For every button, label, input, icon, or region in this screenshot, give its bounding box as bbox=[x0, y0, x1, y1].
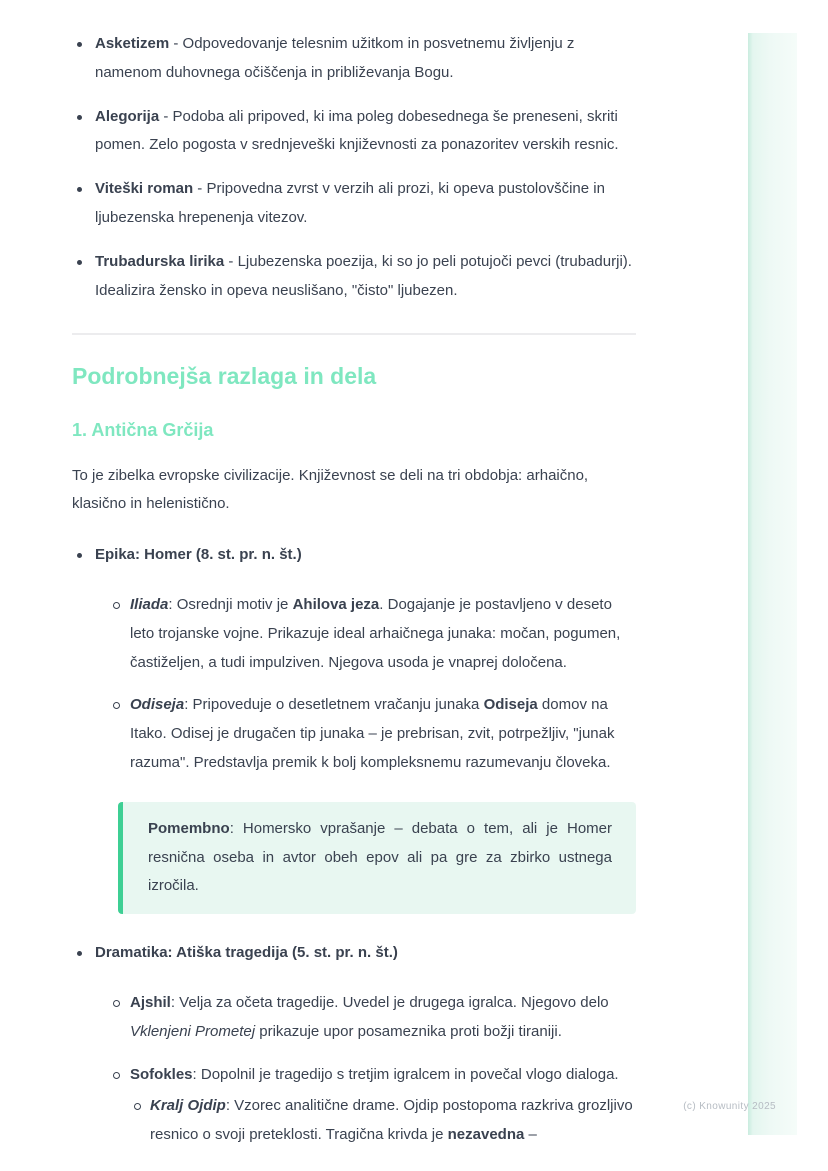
page-edge-highlight-strip bbox=[748, 33, 797, 1135]
list-item-trubadurska-lirika bbox=[72, 248, 636, 306]
list-item-text: Kralj Ojdip: Vzorec analitične drame. Ojdip postopoma razkriva grozljivo resnico o svoji preteklosti. Tragična krivda je nezavedna – bbox=[150, 1097, 633, 1144]
list-item-kralj-ojdip bbox=[133, 1092, 636, 1150]
document-content bbox=[72, 30, 636, 1164]
epika-header: Epika: Homer (8. st. pr. n. št.) bbox=[95, 546, 302, 564]
copyright-notice: (c) Knowunity 2025 bbox=[683, 1101, 776, 1112]
list-item-alegorija bbox=[72, 103, 636, 161]
list-item-text: Iliada: Osrednji motiv je Ahilova jeza. Dogajanje je postavljeno v deseto leto trojanske vojne. Prikazuje ideal arhaičnega junaka: močan, pogumen, častiželjen, a tudi impulziven. Njegova usoda je vnaprej določena. bbox=[130, 596, 621, 671]
important-callout bbox=[118, 802, 636, 914]
intro-paragraph: To je zibelka evropske civilizacije. Književnost se deli na tri obdobja: arhaično, klasično in helenistično. bbox=[72, 466, 589, 513]
list-item-iliada bbox=[112, 591, 636, 677]
list-item-text: Ajshil: Velja za očeta tragedije. Uvedel je drugega igralca. Njegovo delo Vklenjeni Prometej prikazuje upor posameznika proti božji tiraniji. bbox=[130, 994, 609, 1040]
subsection-title-ancient-greece: 1. Antična Grčija bbox=[72, 420, 214, 441]
list-item-dramatika bbox=[72, 939, 636, 1150]
glossary-list bbox=[72, 30, 636, 305]
list-item-odiseja bbox=[112, 691, 636, 777]
list-item-viteski-roman bbox=[72, 175, 636, 233]
list-item-ajshil bbox=[112, 989, 636, 1047]
list-item-asketizem bbox=[72, 30, 636, 88]
section-title: Podrobnejša razlaga in dela bbox=[72, 363, 377, 390]
list-item-text: Asketizem - Odpovedovanje telesnim užitkom in posvetnemu življenju z namenom duhovnega očiščenja in približevanja Bogu. bbox=[95, 35, 575, 81]
sofokles-works-list bbox=[130, 1092, 636, 1150]
list-item-text: Alegorija - Podoba ali pripoved, ki ima poleg dobesednega še preneseni, skriti pomen. Zelo pogosta v srednjeveški književnosti za ponazoritev verskih resnic. bbox=[95, 107, 619, 154]
section-divider bbox=[72, 333, 636, 335]
list-item-text: Trubadurska lirika - Ljubezenska poezija, ki so jo peli potujoči pevci (trubadurji). Idealizira žensko in opeva neuslišano, "čisto" ljubezen. bbox=[95, 252, 632, 299]
list-item-sofokles bbox=[112, 1061, 636, 1150]
dramatika-header: Dramatika: Atiška tragedija (5. st. pr. n. št.) bbox=[95, 944, 398, 962]
callout-text: Pomembno: Homersko vprašanje – debata o tem, ali je Homer resnična oseba in avtor obeh epov ali pa gre za zbirko ustnega izročila. bbox=[148, 819, 612, 895]
list-item-text: Odiseja: Pripoveduje o desetletnem vračanju junaka Odiseja domov na Itako. Odisej je drugačen tip junaka – je prebrisan, zvit, potrpežljiv, "junak razuma". Predstavlja premik k bolj kompleksnemu razumevanju človeka. bbox=[130, 696, 615, 772]
epika-works-list bbox=[95, 591, 636, 778]
list-item-text: Sofokles: Dopolnil je tragedijo s tretjim igralcem in povečal vlogo dialoga. bbox=[130, 1065, 619, 1083]
epika-section bbox=[72, 541, 636, 778]
dramatika-works-list bbox=[95, 989, 636, 1150]
list-item-epika bbox=[72, 541, 636, 778]
dramatika-section bbox=[72, 939, 636, 1150]
list-item-text: Viteški roman - Pripovedna zvrst v verzih ali prozi, ki opeva pustolovščine in ljubezenska hrepenenja vitezov. bbox=[95, 180, 605, 226]
